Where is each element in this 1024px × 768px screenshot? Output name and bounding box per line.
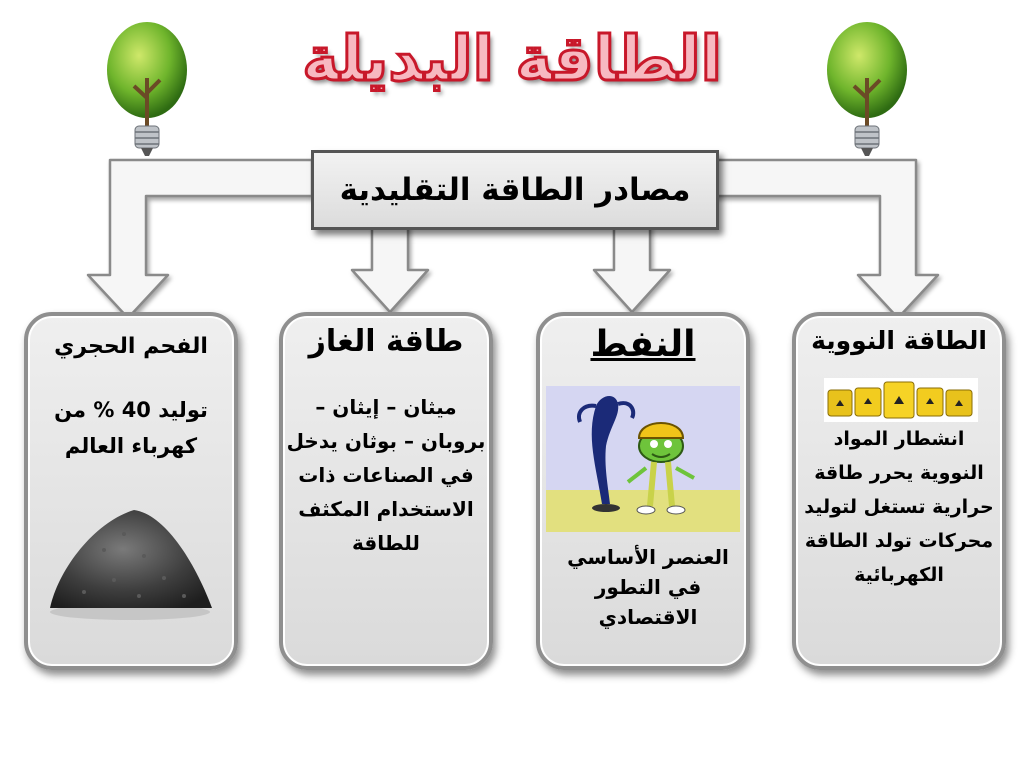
card-oil bbox=[536, 312, 750, 670]
card-coal bbox=[24, 312, 238, 670]
header-box: مصادر الطاقة التقليدية bbox=[311, 150, 719, 230]
radioactive-barrels-icon bbox=[824, 378, 978, 422]
card-oil-text: العنصر الأساسي في التطور الاقتصادي bbox=[567, 545, 729, 629]
arrow-to-nuclear bbox=[713, 160, 938, 318]
arrow-to-gas bbox=[352, 226, 428, 312]
card-coal-title: الفحم الحجري bbox=[54, 334, 208, 359]
arrow-to-coal bbox=[88, 160, 312, 318]
card-gas-text: ميثان – إيثان – بروبان – بوثان يدخل في الصناعات ذات الاستخدام المكثف للطاقة bbox=[286, 395, 486, 555]
card-gas bbox=[279, 312, 493, 670]
coal-pile-image bbox=[44, 500, 216, 622]
card-gas-title: طاقة الغاز bbox=[308, 324, 464, 359]
arrow-to-oil bbox=[594, 226, 670, 312]
card-nuclear-title: الطاقة النووية bbox=[811, 326, 987, 355]
oil-gusher-illustration bbox=[546, 386, 740, 532]
card-nuclear-text: انشطار المواد النووية يحرر طاقة حرارية تستغل لتوليد محركات تولد الطاقة الكهربائية bbox=[804, 428, 994, 586]
card-nuclear bbox=[792, 312, 1006, 670]
main-title: الطاقة البديلة bbox=[302, 21, 722, 95]
card-coal-text: توليد 40 % من كهرباء العالم bbox=[54, 398, 208, 458]
card-oil-title: النفط bbox=[590, 324, 696, 365]
